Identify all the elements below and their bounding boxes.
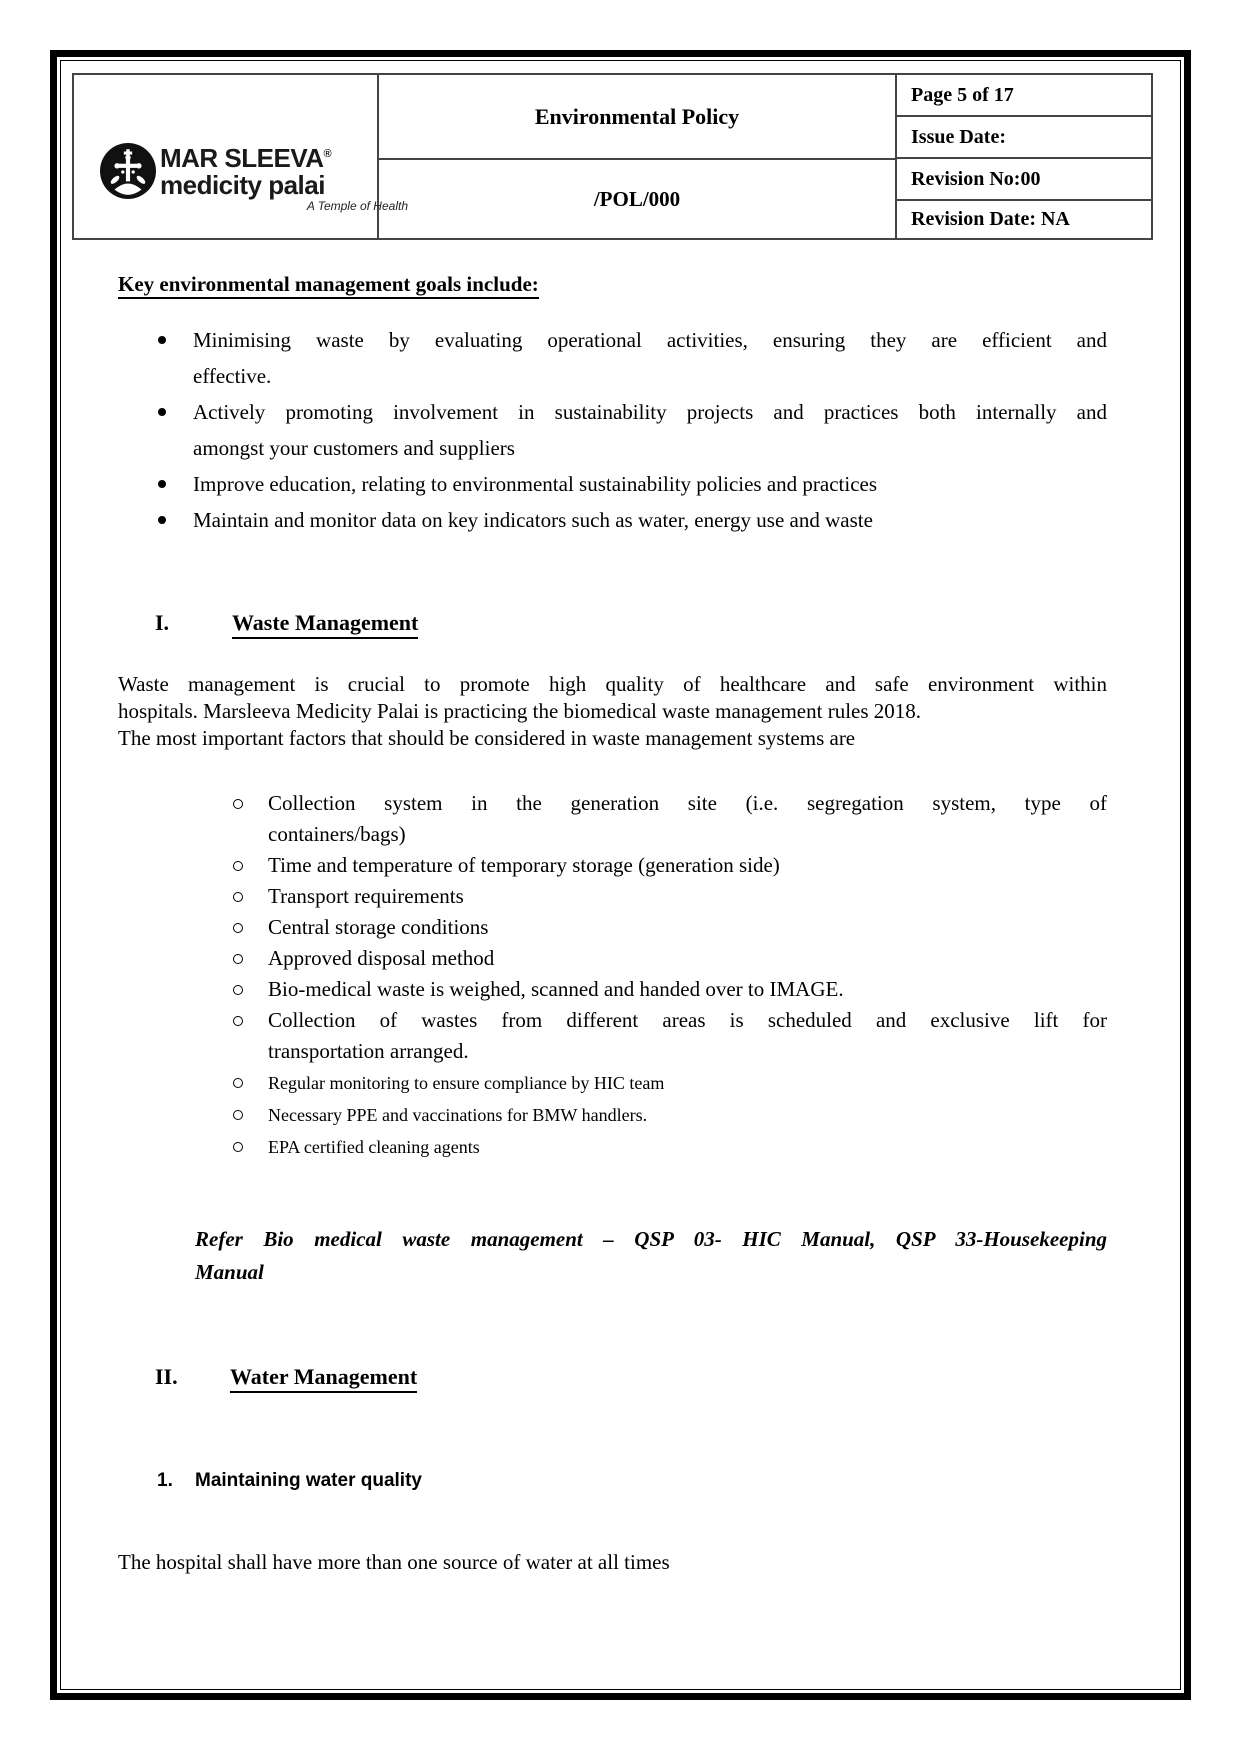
waste-factors-list <box>233 788 1107 1163</box>
list-item: Maintain and monitor data on key indicators such as water, energy use and waste <box>158 502 1107 538</box>
refer-note: Refer Bio medical waste management – QSP 03- HIC Manual, QSP 33-Housekeeping Manual <box>195 1227 1107 1284</box>
brand-name-line2: medicity palai <box>160 170 325 200</box>
circle-bullet-icon <box>233 799 243 809</box>
header-center-cell <box>379 75 897 238</box>
list-item: Bio-medical waste is weighed, scanned and handed over to IMAGE. <box>233 974 1107 1005</box>
list-item: Collection of wastes from different areas is scheduled and exclusive lift for transportation arranged. <box>233 1005 1107 1067</box>
brand-text <box>160 141 408 214</box>
list-item: Actively promoting involvement in sustainability projects and practices both internally and amongst your customers and suppliers <box>158 394 1107 466</box>
list-item: Time and temperature of temporary storage (generation side) <box>233 850 1107 881</box>
circle-bullet-icon <box>233 892 243 902</box>
registered-trademark-icon: ® <box>323 148 332 160</box>
subsection-number: 1. <box>157 1470 173 1491</box>
section-title: Waste Management <box>232 610 418 639</box>
list-item: Central storage conditions <box>233 912 1107 943</box>
brand-name: MAR SLEEVA® <box>160 143 332 173</box>
revision-date: Revision Date: NA <box>911 208 1070 230</box>
revision-number: Revision No:00 <box>897 159 1151 201</box>
issue-date: Issue Date: <box>897 117 1151 159</box>
bullet-icon <box>158 516 166 524</box>
document-title: Environmental Policy <box>379 75 895 160</box>
goals-bullet-list <box>158 322 1107 538</box>
list-item: Regular monitoring to ensure compliance by HIC team <box>233 1067 1107 1099</box>
circle-bullet-icon <box>233 1142 243 1152</box>
circle-bullet-icon <box>233 923 243 933</box>
header-meta-cell <box>897 75 1151 238</box>
list-item: Transport requirements <box>233 881 1107 912</box>
bullet-icon <box>158 336 166 344</box>
waste-intro-paragraph: Waste management is crucial to promote high quality of healthcare and safe environment within hospitals. Marsleeva Medicity Palai is practicing the biomedical waste management rules 2018. The most important factors that should be considered in waste management systems are <box>118 672 1107 750</box>
section-number: II. <box>155 1364 178 1389</box>
brand-tagline: A Temple of Health <box>306 199 408 213</box>
header-table <box>72 73 1153 240</box>
list-item: EPA certified cleaning agents <box>233 1131 1107 1163</box>
list-item: Necessary PPE and vaccinations for BMW handlers. <box>233 1099 1107 1131</box>
bullet-icon <box>158 408 166 416</box>
list-item: Approved disposal method <box>233 943 1107 974</box>
section-title: Water Management <box>230 1364 417 1393</box>
circle-bullet-icon <box>233 1078 243 1088</box>
circle-bullet-icon <box>233 1110 243 1120</box>
closing-paragraph: The hospital shall have more than one source of water at all times <box>118 1550 670 1574</box>
list-item: Improve education, relating to environmental sustainability policies and practices <box>158 466 1107 502</box>
subsection-title: Maintaining water quality <box>195 1470 422 1491</box>
logo-cell <box>74 75 408 238</box>
list-item: Minimising waste by evaluating operational activities, ensuring they are efficient and effective. <box>158 322 1107 394</box>
circle-bullet-icon <box>233 861 243 871</box>
bullet-icon <box>158 480 166 488</box>
list-item: Collection system in the generation site (i.e. segregation system, type of containers/bags) <box>233 788 1107 850</box>
section-number: I. <box>155 610 170 635</box>
mar-sleeva-logo-icon <box>100 143 156 199</box>
goals-heading: Key environmental management goals include: <box>118 271 539 297</box>
circle-bullet-icon <box>233 985 243 995</box>
circle-bullet-icon <box>233 954 243 964</box>
page-number-info: Page 5 of 17 <box>897 75 1151 117</box>
circle-bullet-icon <box>233 1016 243 1026</box>
document-code: /POL/000 <box>593 186 681 211</box>
